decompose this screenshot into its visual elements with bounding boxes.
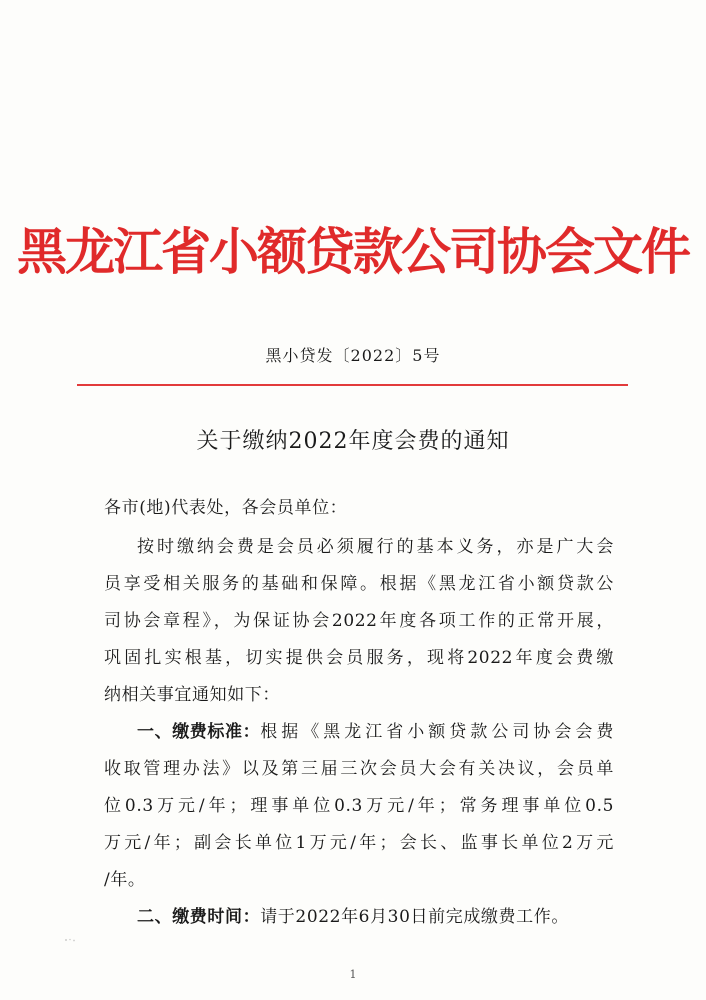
- section1-line: 位0.3万元/年；理事单位0.3万元/年；常务理事单位0.5: [104, 796, 614, 816]
- section1-first-line: [137, 722, 614, 742]
- page-number: 1: [349, 968, 357, 981]
- section1-line: /年。: [104, 870, 146, 890]
- scan-speck: [64, 938, 78, 942]
- paragraph-line: 司协会章程》，为保证协会2022年度各项工作的正常开展，: [104, 611, 614, 631]
- header-divider: [77, 384, 628, 386]
- paragraph-line: 纳相关事宜通知如下：: [104, 685, 280, 705]
- document-number: 黑小贷发〔2022〕5号: [265, 346, 441, 365]
- section1-line: 万元/年；副会长单位1万元/年；会长、监事长单位2万元: [104, 833, 614, 853]
- section1-line: 收取管理办法》以及第三届三次会员大会有关决议，会员单: [104, 759, 614, 779]
- section1-line: 根据《黑龙江省小额贷款公司协会会费: [260, 722, 614, 742]
- paragraph-line: 员享受相关服务的基础和保障。根据《黑龙江省小额贷款公: [104, 574, 614, 594]
- salutation: 各市(地)代表处，各会员单位：: [104, 498, 348, 518]
- section2-line: [137, 907, 569, 927]
- paragraph-line: 按时缴纳会费是会员必须履行的基本义务，亦是广大会: [137, 537, 614, 557]
- notice-title: 关于缴纳2022年度会费的通知: [196, 429, 510, 454]
- section2-text: 请于2022年6月30日前完成缴费工作。: [260, 907, 569, 927]
- document-header-title: 黑龙江省小额贷款公司协会文件: [17, 222, 689, 281]
- section1-heading: 一、缴费标准：: [137, 722, 261, 742]
- paragraph-line: 巩固扎实根基，切实提供会员服务，现将2022年度会费缴: [104, 648, 614, 668]
- section2-heading: 二、缴费时间：: [137, 907, 261, 927]
